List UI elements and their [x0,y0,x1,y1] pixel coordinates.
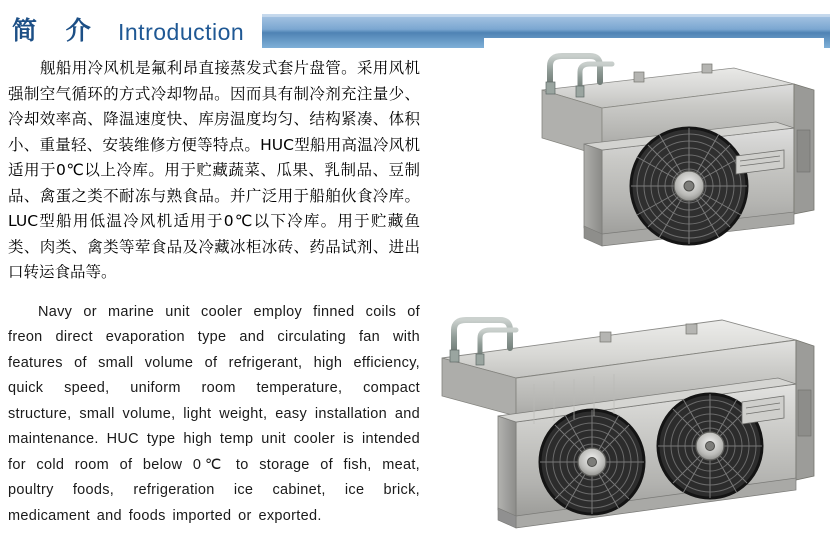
page-title-chinese: 简 介 [12,16,101,45]
right-side-access-panel [797,130,810,172]
top-fitting-c [600,332,611,342]
dual-fan-unit-cooler-photo [424,284,824,536]
page-title-english: Introduction [118,19,245,45]
fan-guard-grille [631,128,747,244]
top-fitting-b [702,64,712,73]
body-text-column [8,56,420,529]
right-side-access-panel-2 [798,390,811,436]
fan-housing-left [584,144,602,236]
fan-guard-grille-left [540,410,644,514]
top-fitting-d [686,324,697,334]
product-photo-group [424,28,824,528]
fan-housing-left-2 [498,416,516,518]
single-fan-unit-cooler-photo [484,38,824,268]
paragraph-english: Navy or marine unit cooler employ finned coils of freon direct evaporation type and circulating fan with features of small volume of refrigerant, high efficiency, quick speed, uniform room temperature, compact structure, small volume, light weight, easy installation and maintenance. HUC type high temp unit cooler is intended for cold room of below 0℃ to storage of fish, meat, poultry foods, refrigeration ice cabinet, ice brick, medicament and foods imported or exported. [8,303,420,524]
top-fitting-a [634,72,644,82]
paragraph-chinese: 舰船用冷风机是氟利昂直接蒸发式套片盘管。采用风机强制空气循环的方式冷却物品。因而具有制冷剂充注量少、冷却效率高、降温速度快、库房温度均匀、结构紧凑、体积小、重量轻、安装维修方便等特点。HUC型船用高温冷风机适用于0℃以上冷库。用于贮藏蔬菜、瓜果、乳制品、豆制品、禽蛋之类不耐冻与熟食品。并广泛用于船舶伙食冷库。LUC型船用低温冷风机适用于0℃以下冷库。用于贮藏鱼类、肉类、禽类等荤食品及冷藏冰柜冰砖、药品试剂、进出口转运食品等。 [8,59,420,281]
